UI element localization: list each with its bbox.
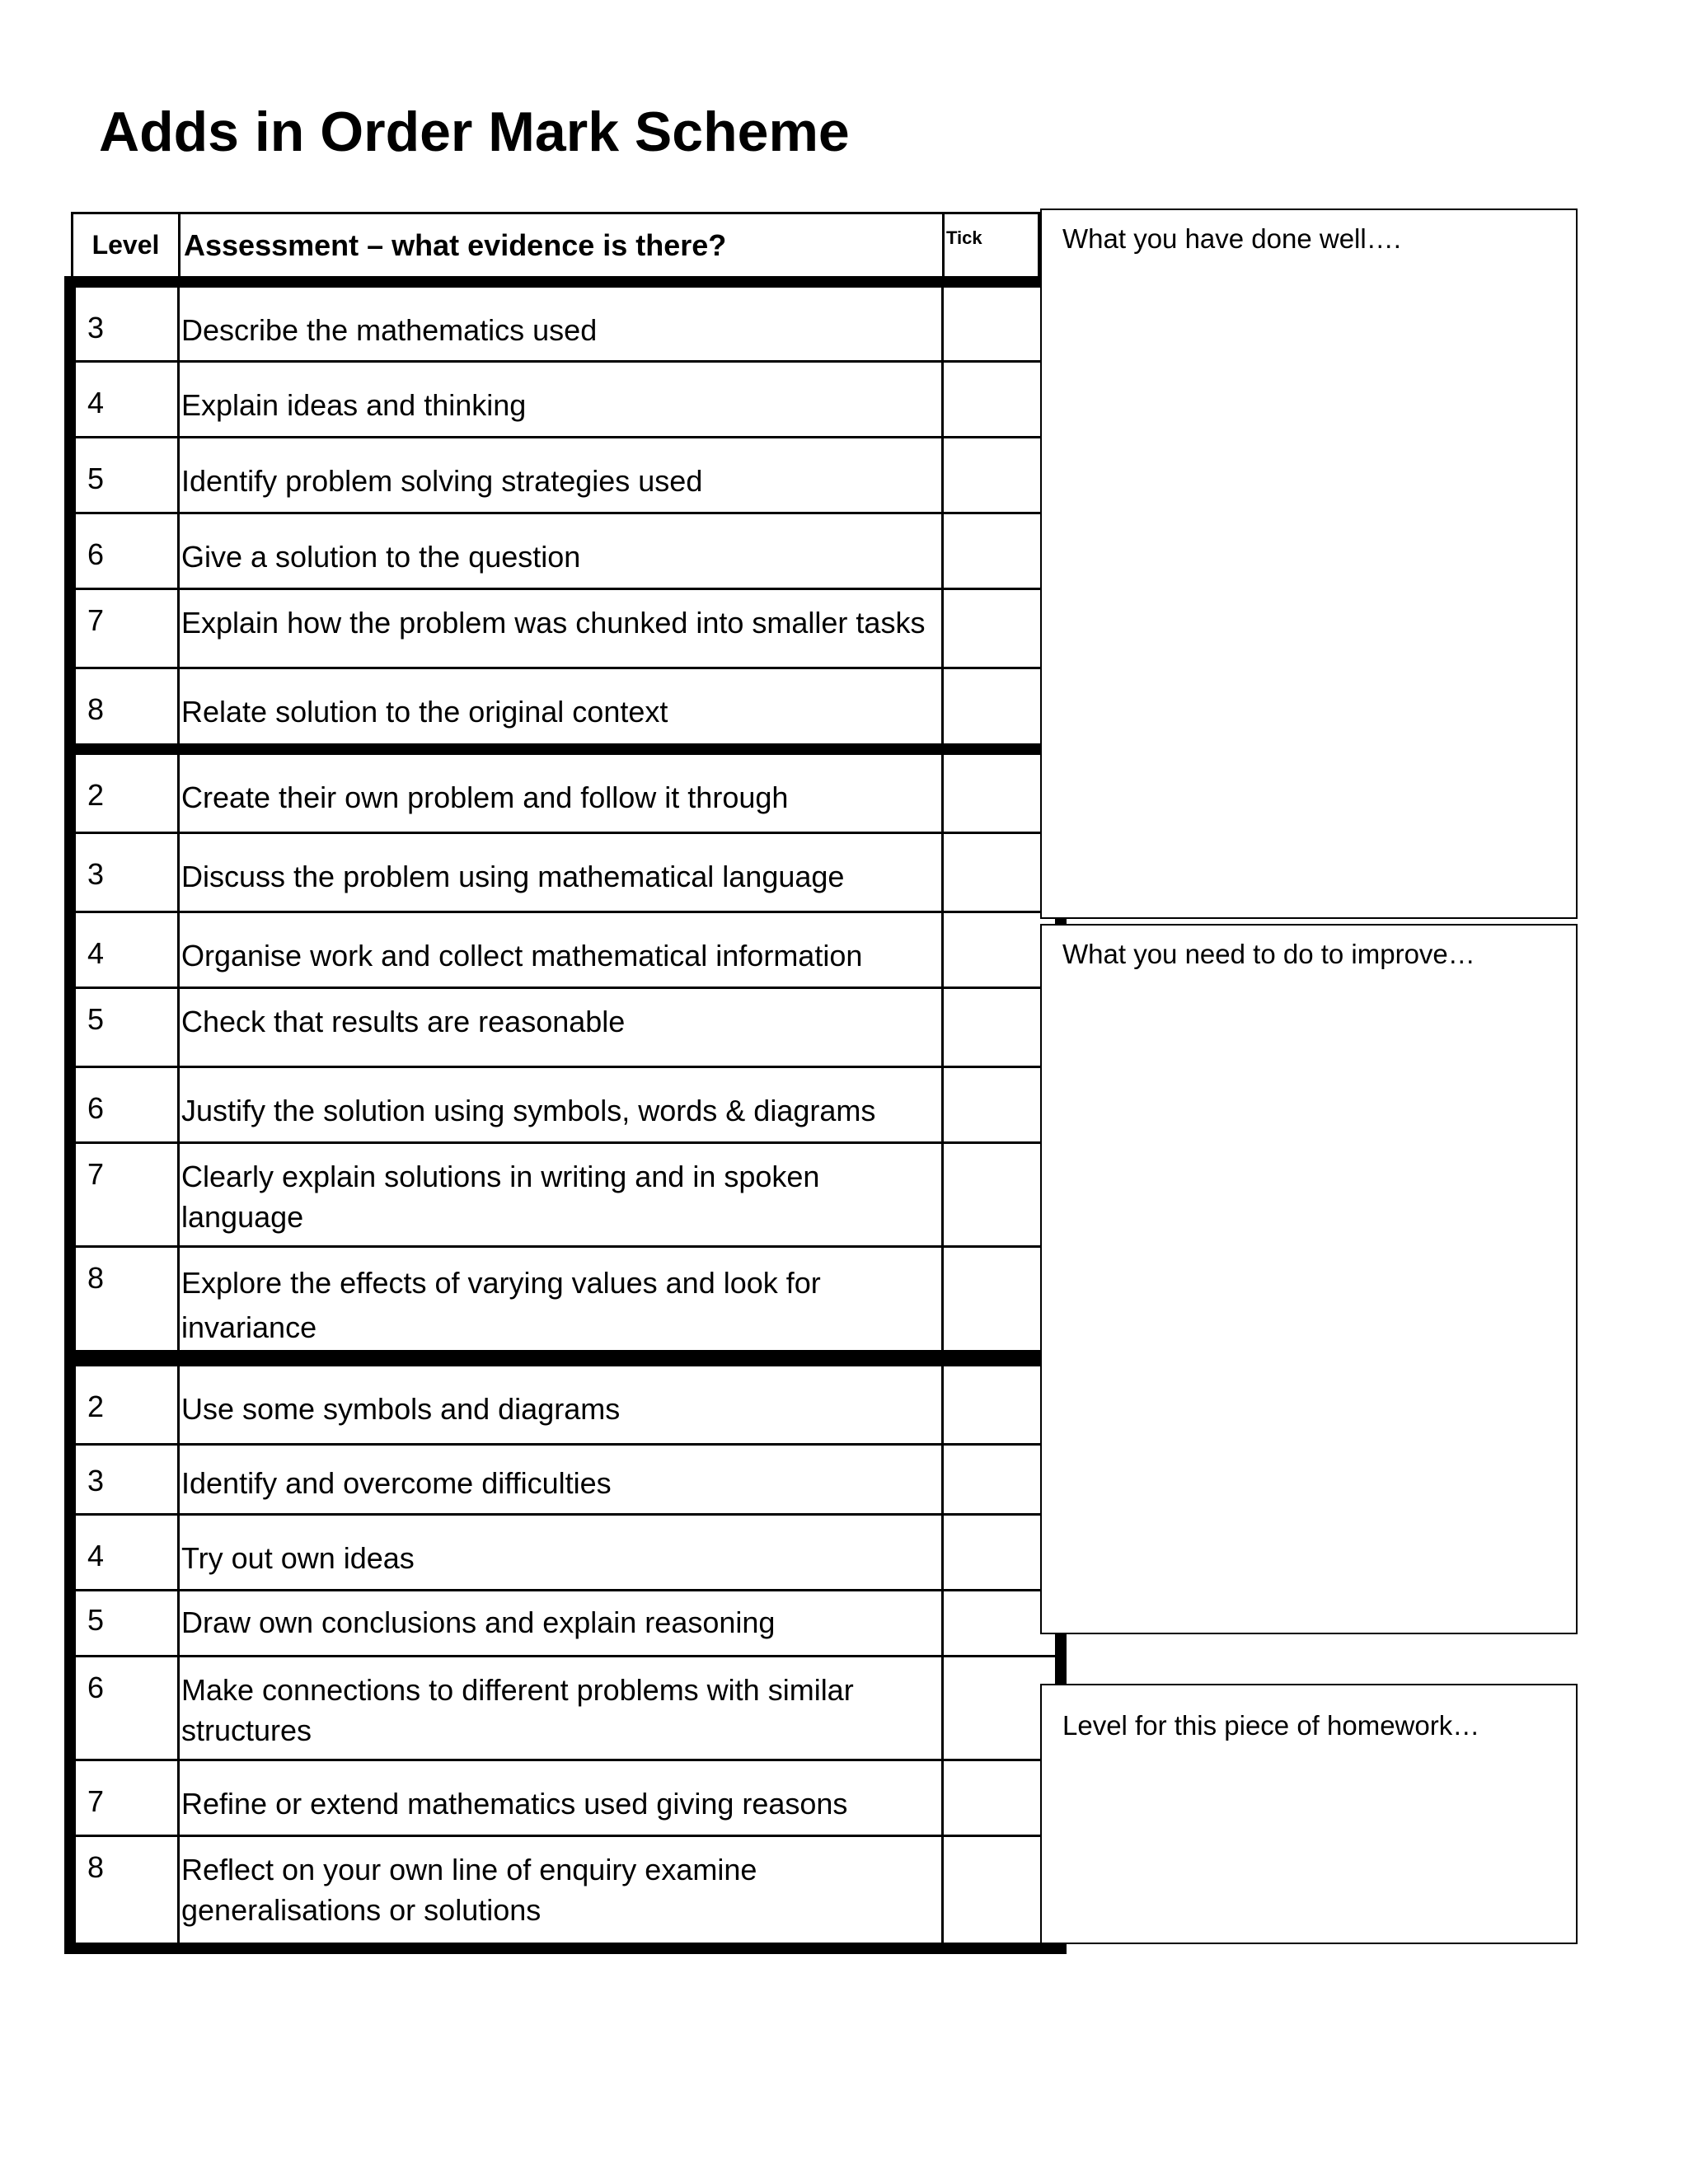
table-header <box>71 212 1040 276</box>
tick-cell[interactable] <box>944 1144 1055 1245</box>
table-row <box>76 1516 1055 1591</box>
tick-cell[interactable] <box>944 1761 1055 1835</box>
tick-cell[interactable] <box>944 288 1055 360</box>
homework-level-box[interactable] <box>1040 1684 1578 1944</box>
level-cell: 3 <box>76 834 180 911</box>
level-cell: 5 <box>76 438 180 512</box>
level-cell: 4 <box>76 1516 180 1589</box>
level-cell: 5 <box>76 1591 180 1655</box>
assessment-cell: Reflect on your own line of enquiry examine generalisations or solutions <box>180 1837 944 1943</box>
done-well-label: What you have done well…. <box>1062 223 1401 254</box>
tick-cell[interactable] <box>944 669 1055 750</box>
level-cell: 6 <box>76 1068 180 1141</box>
level-cell: 4 <box>76 913 180 987</box>
tick-cell[interactable] <box>944 363 1055 436</box>
assessment-cell: Give a solution to the question <box>180 514 944 588</box>
table-row <box>76 834 1055 913</box>
done-well-box[interactable] <box>1040 209 1578 919</box>
table-row <box>76 1366 1055 1446</box>
level-cell: 7 <box>76 590 180 667</box>
criteria-block-1 <box>64 276 1067 750</box>
tick-cell[interactable] <box>944 1837 1055 1943</box>
level-cell: 6 <box>76 514 180 588</box>
assessment-cell: Relate solution to the original context <box>180 669 944 750</box>
table-row <box>76 1837 1055 1943</box>
level-cell: 8 <box>76 669 180 750</box>
assessment-cell: Identify problem solving strategies used <box>180 438 944 512</box>
criteria-block-3 <box>64 1355 1067 1954</box>
assessment-cell: Try out own ideas <box>180 1516 944 1589</box>
page-title: Adds in Order Mark Scheme <box>99 101 850 163</box>
assessment-cell: Describe the mathematics used <box>180 288 944 360</box>
assessment-cell: Use some symbols and diagrams <box>180 1366 944 1443</box>
level-cell: 7 <box>76 1761 180 1835</box>
tick-cell[interactable] <box>944 1068 1055 1141</box>
table-row <box>76 1446 1055 1516</box>
assessment-cell: Justify the solution using symbols, words & diagrams <box>180 1068 944 1141</box>
table-row <box>76 913 1055 989</box>
table-row <box>76 363 1055 438</box>
level-cell: 7 <box>76 1144 180 1245</box>
tick-cell[interactable] <box>944 989 1055 1066</box>
homework-level-label: Level for this piece of homework… <box>1062 1710 1480 1741</box>
assessment-cell: Explore the effects of varying values and look for invariance <box>180 1248 944 1350</box>
assessment-cell: Refine or extend mathematics used giving reasons <box>180 1761 944 1835</box>
level-cell: 6 <box>76 1657 180 1759</box>
table-row <box>76 1591 1055 1657</box>
level-cell: 8 <box>76 1837 180 1943</box>
tick-cell[interactable] <box>944 834 1055 911</box>
table-row <box>76 1144 1055 1248</box>
improve-box[interactable] <box>1040 924 1578 1634</box>
table-row <box>76 755 1055 834</box>
tick-cell[interactable] <box>944 590 1055 667</box>
table-row <box>76 1248 1055 1350</box>
level-column-header: Level <box>73 214 181 276</box>
tick-cell[interactable] <box>944 913 1055 987</box>
table-row <box>76 288 1055 363</box>
table-row <box>76 1657 1055 1761</box>
tick-cell[interactable] <box>944 1657 1055 1759</box>
table-row <box>76 669 1055 750</box>
table-row <box>76 1068 1055 1144</box>
tick-cell[interactable] <box>944 1366 1055 1443</box>
level-cell: 2 <box>76 755 180 832</box>
assessment-cell: Explain ideas and thinking <box>180 363 944 436</box>
assessment-column-header: Assessment – what evidence is there? <box>181 214 945 276</box>
criteria-block-2 <box>64 743 1067 1361</box>
tick-column-header: Tick <box>946 227 982 248</box>
assessment-cell: Organise work and collect mathematical information <box>180 913 944 987</box>
table-row <box>76 1761 1055 1837</box>
assessment-cell: Draw own conclusions and explain reasoning <box>180 1591 944 1655</box>
level-cell: 3 <box>76 288 180 360</box>
improve-label: What you need to do to improve… <box>1062 939 1475 969</box>
assessment-cell: Check that results are reasonable <box>180 989 944 1066</box>
assessment-cell: Discuss the problem using mathematical language <box>180 834 944 911</box>
table-row <box>76 514 1055 590</box>
assessment-cell: Identify and overcome difficulties <box>180 1446 944 1513</box>
tick-cell[interactable] <box>944 1446 1055 1513</box>
assessment-cell: Make connections to different problems with similar structures <box>180 1657 944 1759</box>
table-row <box>76 438 1055 514</box>
level-cell: 2 <box>76 1366 180 1443</box>
tick-cell[interactable] <box>944 438 1055 512</box>
assessment-cell: Create their own problem and follow it through <box>180 755 944 832</box>
tick-cell[interactable] <box>944 1516 1055 1589</box>
assessment-cell: Clearly explain solutions in writing and in spoken language <box>180 1144 944 1245</box>
tick-cell[interactable] <box>944 514 1055 588</box>
tick-cell[interactable] <box>944 1248 1055 1350</box>
tick-cell[interactable] <box>944 1591 1055 1655</box>
table-row <box>76 989 1055 1068</box>
tick-cell[interactable] <box>944 755 1055 832</box>
level-cell: 4 <box>76 363 180 436</box>
level-cell: 8 <box>76 1248 180 1350</box>
table-row <box>76 590 1055 669</box>
level-cell: 5 <box>76 989 180 1066</box>
assessment-cell: Explain how the problem was chunked into smaller tasks <box>180 590 944 667</box>
level-cell: 3 <box>76 1446 180 1513</box>
